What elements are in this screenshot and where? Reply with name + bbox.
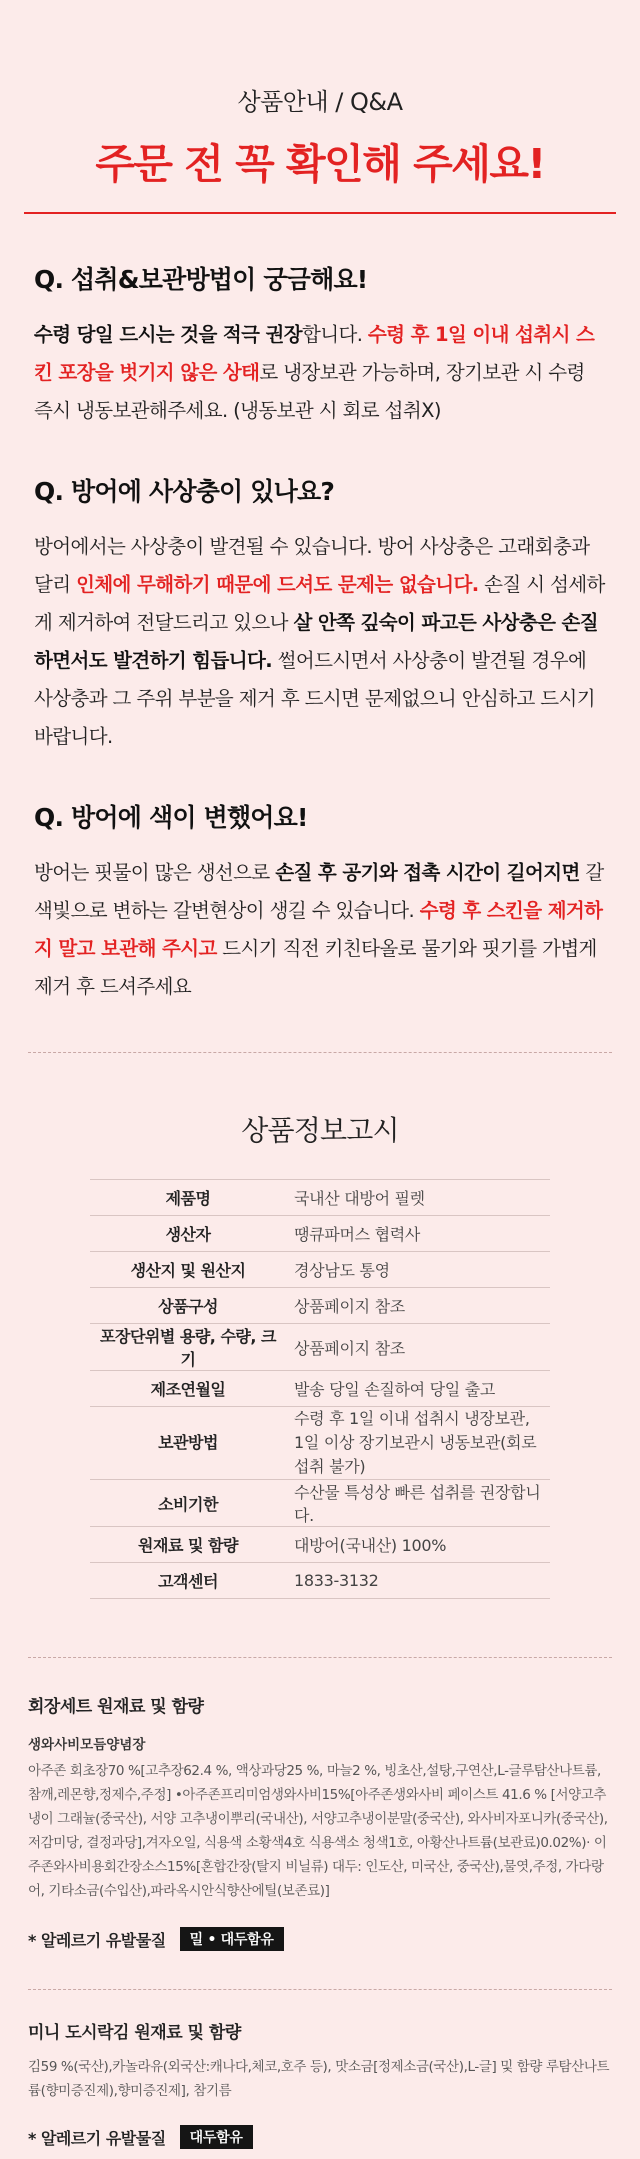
info-row <box>90 1480 550 1527</box>
answer-text-normal: 썰어드시면서 사상충이 발견될 경우에 사상충과 그 주위 부분을 제거 후 드시면 문제없으니 안심하고 드시기 바랍니다. <box>34 649 596 748</box>
question-parasite: Q. 방어에 사상충이 있나요? <box>34 477 335 506</box>
answer-text-normal: 손질 시 섬세하게 제거하여 전달드리고 있으나 <box>34 573 605 634</box>
answer-text-normal: 방어에서는 사상충이 발견될 수 있습니다. 방어 사상충은 고래회충과 달리 <box>34 535 590 596</box>
notice-title: 상품정보고시 <box>241 1114 399 1147</box>
ingredients-body: 김59 %(국산),카놀라유(외국산:캐나다,체코,호주 등), 맛소금[정제소금(국산),L-글] 및 함량 루탐산나트륨(향미증진제),향미증진제], 참기름 <box>28 2059 610 2099</box>
info-row <box>90 1324 550 1371</box>
info-value: 대방어(국내산) 100% <box>286 1527 550 1563</box>
ingredients-body: 아주존 회초장70 %[고추장62.4 %, 액상과당25 %, 마늘2 %, 빙초산,설탕,구연산,L-글루탐산나트륨,참깨,레몬향,정제수,주정] •아주존프리미엄생와사비15%[아주존생와사비 페이스트 41.6 % [서양고추냉이 그래뉼(중국산), 서양 고추냉이뿌리(국내산), 서양고추냉이분말(중국산), 와사비자포니카(중국산), 저감미당, 결정과당],겨자오일, 식용색 소황색4호 식용색소 청색1호, 아황산나트륨(보관료)0.02%)· 이주존와사비용회간장소스15%[혼합간장(탈지 비닐류) 대두: 인도산, 미국산, 중국산),물엿,주정, 가다랑어, 기타소금(수입산),파라옥시안식향산에틸(보존료)] <box>28 1763 608 1899</box>
info-value: 상품페이지 참조 <box>286 1288 550 1324</box>
allergy-line <box>28 1927 612 1951</box>
question-color: Q. 방어에 색이 변했어요! <box>34 803 308 832</box>
info-value: 발송 당일 손질하여 당일 출고 <box>286 1371 550 1407</box>
allergy-badge: 밀 • 대두함유 <box>180 1927 284 1951</box>
header-subtitle: 상품안내 / Q&A <box>237 88 403 116</box>
ingredients-set <box>0 1692 640 1951</box>
answer-color <box>34 854 606 1006</box>
answer-text-red: 인체에 무해하기 때문에 드셔도 문제는 없습니다. <box>76 573 479 596</box>
info-value: 수산물 특성상 빠른 섭취를 권장합니다. <box>286 1480 550 1527</box>
info-value: 수령 후 1일 이내 섭취시 냉장보관, 1일 이상 장기보관시 냉동보관(회로 섭취 불가) <box>286 1407 550 1480</box>
info-key: 포장단위별 용량, 수량, 크기 <box>90 1324 286 1371</box>
info-key: 보관방법 <box>90 1407 286 1480</box>
info-key: 제품명 <box>90 1180 286 1216</box>
allergy-label: * 알레르기 유발물질 <box>28 1930 166 1950</box>
info-value: 땡큐파머스 협력사 <box>286 1216 550 1252</box>
info-key: 생산자 <box>90 1216 286 1252</box>
ingredients-seaweed <box>0 2018 640 2149</box>
info-key: 고객센터 <box>90 1563 286 1599</box>
info-value: 국내산 대방어 필렛 <box>286 1180 550 1216</box>
info-row <box>90 1180 550 1216</box>
answer-text-normal: 로 냉장보관 가능하며, 장기보관 시 수령 즉시 냉동보관해주세요. (냉동보관 시 회로 섭취X) <box>34 361 585 422</box>
info-value: 1833-3132 <box>286 1563 550 1599</box>
allergy-badge: 대두함유 <box>180 2125 253 2149</box>
info-row <box>90 1407 550 1480</box>
info-row <box>90 1288 550 1324</box>
notice-section <box>0 1109 640 1599</box>
section-divider <box>28 1989 612 1990</box>
header-divider <box>24 212 616 214</box>
info-key: 제조연월일 <box>90 1371 286 1407</box>
info-row <box>90 1252 550 1288</box>
product-info-table <box>90 1179 550 1599</box>
allergy-line <box>28 2125 612 2149</box>
info-key: 생산지 및 원산지 <box>90 1252 286 1288</box>
qa-item-storage <box>0 260 640 430</box>
ingredients-subheading: 생와사비모듬양념장 <box>28 1737 146 1753</box>
info-value: 상품페이지 참조 <box>286 1324 550 1371</box>
answer-text-bold: 수령 당일 드시는 것을 적극 권장 <box>34 323 303 346</box>
header <box>0 0 640 214</box>
qa-item-parasite <box>0 472 640 756</box>
allergy-label: * 알레르기 유발물질 <box>28 2128 166 2148</box>
header-title: 주문 전 꼭 확인해 주세요! <box>95 140 545 188</box>
answer-text-red: 수령 후 1일 이내 섭취시 스킨 포장을 벗기지 않은 상태 <box>34 323 595 384</box>
answer-text-normal: 갈색빛으로 변하는 갈변현상이 생길 수 있습니다. <box>34 861 604 922</box>
section-divider <box>28 1657 612 1658</box>
answer-text-normal: 드시기 직전 키친타올로 물기와 핏기를 가볍게 제거 후 드셔주세요 <box>34 937 597 998</box>
info-value: 경상남도 통영 <box>286 1252 550 1288</box>
answer-parasite <box>34 528 606 756</box>
answer-text-normal: 합니다. <box>302 323 368 346</box>
info-row <box>90 1563 550 1599</box>
info-row <box>90 1527 550 1563</box>
info-key: 소비기한 <box>90 1480 286 1527</box>
section-divider <box>28 1052 612 1053</box>
answer-text-bold: 살 안쪽 깊숙이 파고든 사상충은 손질하면서도 발견하기 힘듭니다. <box>34 611 598 672</box>
info-key: 상품구성 <box>90 1288 286 1324</box>
info-key: 원재료 및 함량 <box>90 1527 286 1563</box>
ingredients-heading: 회장세트 원재료 및 함량 <box>28 1697 204 1717</box>
info-row <box>90 1371 550 1407</box>
answer-text-red: 수령 후 스킨을 제거하지 말고 보관해 주시고 <box>34 899 603 960</box>
question-storage: Q. 섭취&보관방법이 궁금해요! <box>34 265 368 294</box>
answer-storage <box>34 316 606 430</box>
answer-text-bold: 손질 후 공기와 접촉 시간이 길어지면 <box>275 861 580 884</box>
info-row <box>90 1216 550 1252</box>
qa-item-color <box>0 798 640 1006</box>
ingredients-heading: 미니 도시락김 원재료 및 함량 <box>28 2023 241 2043</box>
answer-text-normal: 방어는 핏물이 많은 생선으로 <box>34 861 276 884</box>
